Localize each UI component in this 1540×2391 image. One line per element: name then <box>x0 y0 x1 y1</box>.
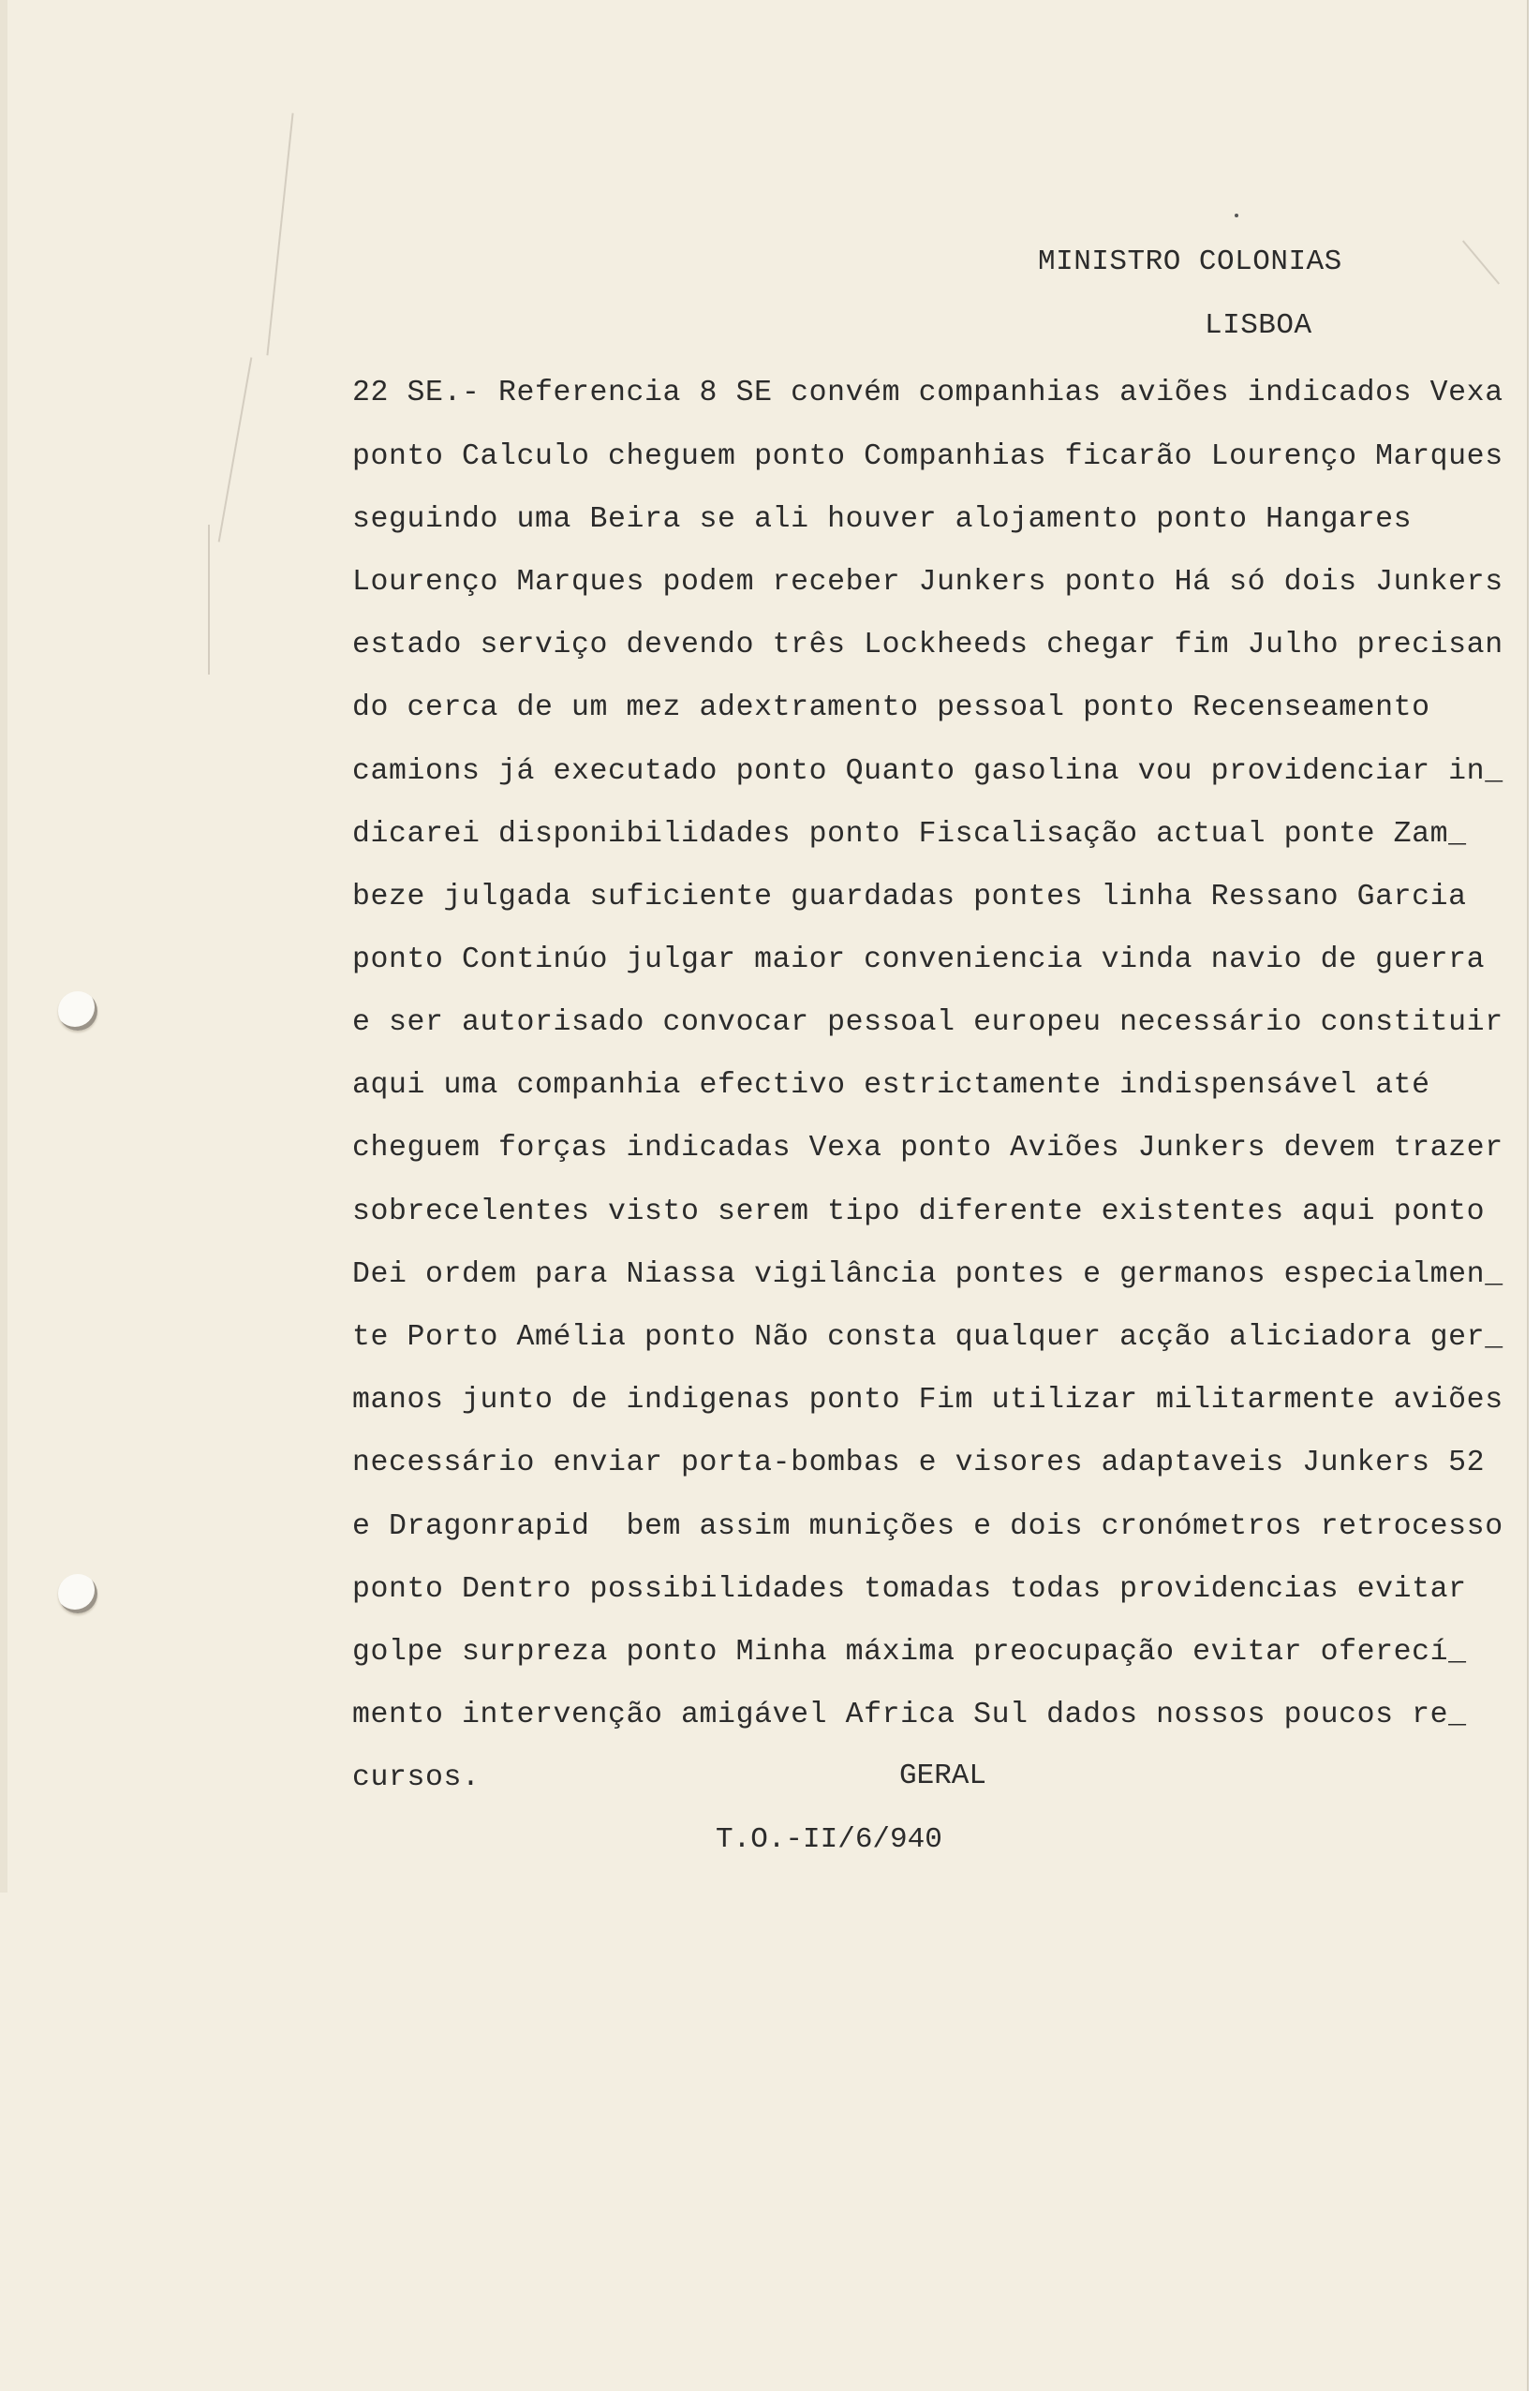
body-line: te Porto Amélia ponto Não consta qualquer acção aliciadora ger_ <box>352 1321 1503 1354</box>
punch-hole-top <box>58 991 97 1031</box>
body-line: ponto Calculo cheguem ponto Companhias ficarão Lourenço Marques <box>352 440 1503 473</box>
body-line: mento intervenção amigável Africa Sul dados nossos poucos re_ <box>352 1699 1467 1731</box>
body-line: Dei ordem para Niassa vigilância pontes e germanos especialmen_ <box>352 1258 1503 1291</box>
city: LISBOA <box>1205 309 1312 342</box>
signature: GERAL <box>899 1760 987 1792</box>
paper-shadow-band <box>0 0 7 1893</box>
body-line: ponto Dentro possibilidades tomadas todas providencias evitar <box>352 1573 1467 1606</box>
body-line: e ser autorisado convocar pessoal europeu necessário constituir <box>352 1006 1503 1039</box>
paper-edge <box>1527 0 1540 2391</box>
ink-dot <box>1235 214 1238 217</box>
body-line: dicarei disponibilidades ponto Fiscalisação actual ponte Zam_ <box>352 818 1467 851</box>
body-line: ponto Continúo julgar maior conveniencia vinda navio de guerra <box>352 943 1486 976</box>
body-line: Lourenço Marques podem receber Junkers ponto Há só dois Junkers <box>352 566 1503 599</box>
body-line: beze julgada suficiente guardadas pontes linha Ressano Garcia <box>352 881 1467 913</box>
body-line: seguindo uma Beira se ali houver alojamento ponto Hangares <box>352 503 1413 536</box>
body-line: 22 SE.- Referencia 8 SE convém companhias aviões indicados Vexa <box>352 377 1503 409</box>
body-line: cursos. <box>352 1761 481 1794</box>
body-line: golpe surpreza ponto Minha máxima preocupação evitar oferecí_ <box>352 1636 1467 1669</box>
body-line: manos junto de indigenas ponto Fim utilizar militarmente aviões <box>352 1384 1503 1417</box>
body-line: sobrecelentes visto serem tipo diferente existentes aqui ponto <box>352 1196 1486 1228</box>
body-line: necessário enviar porta-bombas e visores adaptaveis Junkers 52 <box>352 1447 1486 1479</box>
fold-mark <box>208 525 210 675</box>
body-line: estado serviço devendo três Lockheeds chegar fim Julho precisan <box>352 629 1503 661</box>
addressee: MINISTRO COLONIAS <box>1038 245 1342 278</box>
punch-hole-bottom <box>58 1574 97 1613</box>
body-line: e Dragonrapid bem assim munições e dois cronómetros retrocesso <box>352 1510 1503 1543</box>
body-line: aqui uma companhia efectivo estrictamente indispensável até <box>352 1069 1430 1102</box>
body-line: cheguem forças indicadas Vexa ponto Aviões Junkers devem trazer <box>352 1132 1503 1165</box>
body-line: camions já executado ponto Quanto gasolina vou providenciar in_ <box>352 755 1503 788</box>
telegram-reference: T.O.-II/6/940 <box>716 1823 942 1856</box>
body-line: do cerca de um mez adextramento pessoal ponto Recenseamento <box>352 691 1430 724</box>
